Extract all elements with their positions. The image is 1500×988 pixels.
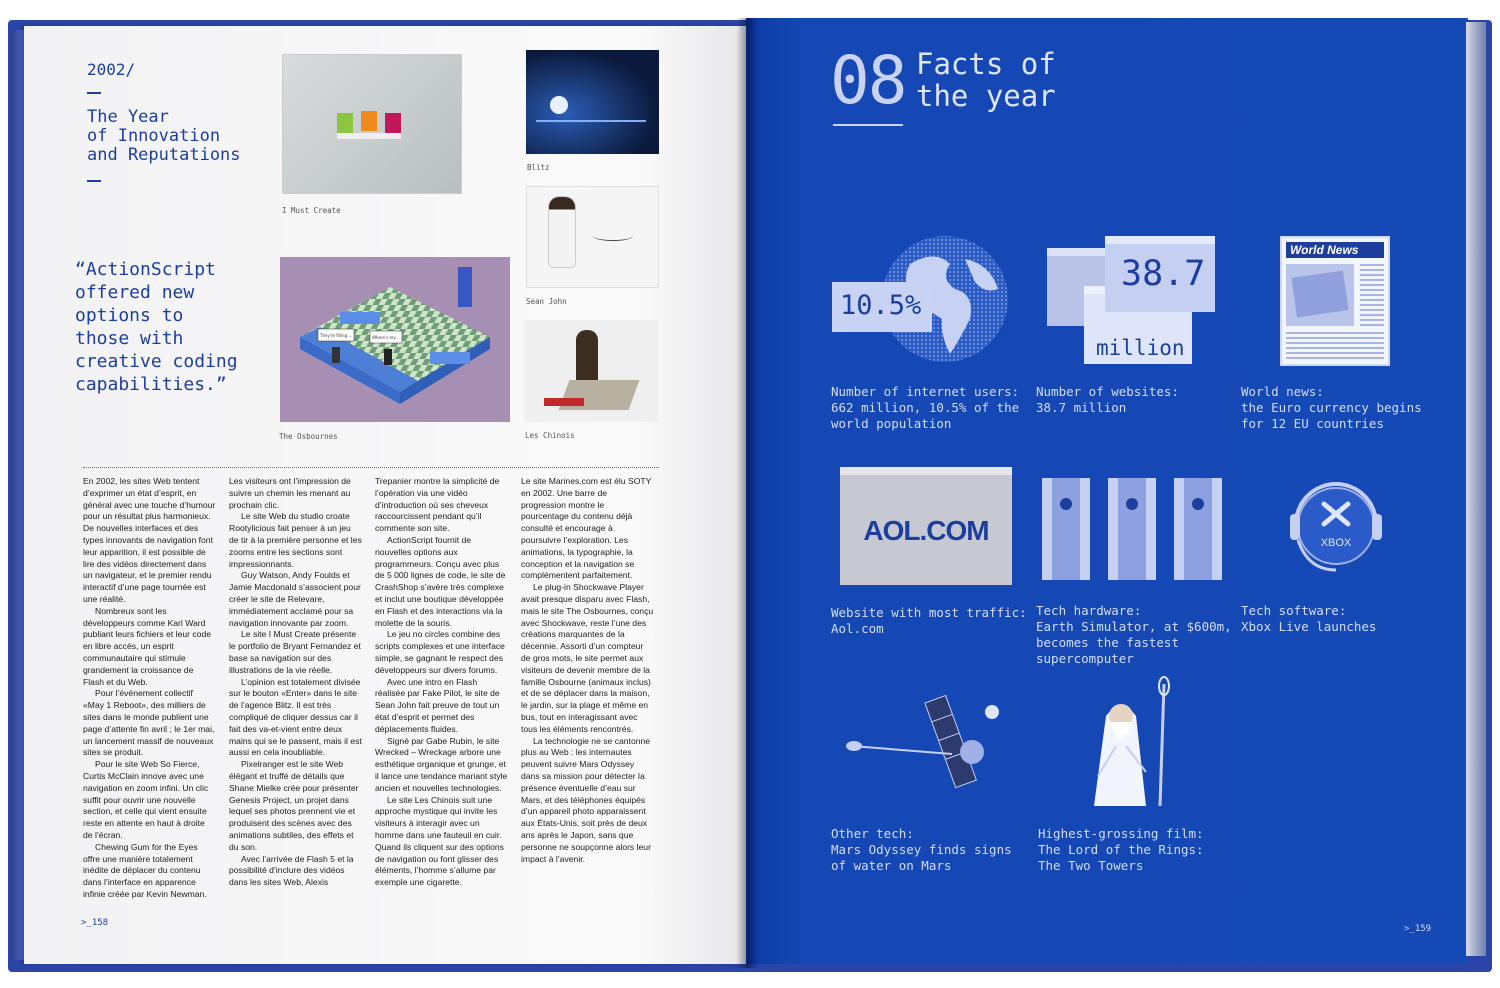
fact-caption: Number of internet users: 662 million, 10.5% of the world population [831,384,1020,431]
page-number-right: >_159 [1404,924,1432,934]
paragraph: Les visiteurs ont l’impression de suivre un chemin les menant au prochain clic. [229,476,351,510]
paragraph: Avec l’arrivée de Flash 5 et la possibilité d’inclure des vidéos dans les sites Web, Alexis [229,853,354,888]
dotted-rule [83,467,659,468]
divider-dash [87,92,101,94]
paragraph: Avec une intro en Flash réalisée par Fake Pilot, le site de Sean John fait preuve de tout un état d’esprit et permet des déplacements fluides. [375,676,500,734]
fact-caption: Website with most traffic: Aol.com [831,605,1027,636]
paragraph: Pour l’événement collectif «May 1 Reboot», des milliers de sites dans le monde publient une page d’attente fin avril ; le 1er mai, un lancement massif de nouveaux sites se produit. [83,688,215,758]
text-column-1 [83,476,216,916]
paragraph: Pixelranger est le site Web élégant et truffé de détails que Shane Mielke crée pour présenter Genesis Project, un projet dans lequel ses photos prennent vie et produisent des scènes avec des animations subtiles, des effets et du son. [229,759,359,852]
speech-bubble: They're filling ... [320,333,353,338]
stat-value: 10.5% [840,290,922,321]
paragraph: Chewing Gum for the Eyes offre une manière totalement inédite de déplacer du contenu dans l’interface en apparence infinie créée par Kevin Newman. [83,841,207,899]
les-chinois-screenshot [524,320,658,422]
paragraph: Pour le site Web So Fierce, Curtis McClain innove avec une navigation en zoom infini. Un clic suffit pour ouvrir une nouvelle section, et celle qui vient ensuite reste en attente en haut à droite de l’écran. [83,759,209,840]
facts-number: 08 [830,42,906,119]
paragraph: Le plug-in Shockwave Player avait presque disparu avec Flash, mais le site The Osbournes, conçu avec Shockwave, reste l’une des créations marquantes de la décennie. Assorti d’un compteur de gros mots, le site permet aux visiteurs de devenir membre de la famille Osbourne (animaux inclus) et de se déplacer dans la maison, le jardin, sur la plage et même en bus, tout en interagissant avec tous les éléments rencontrés. [521,582,654,734]
caption-i-must-create: I Must Create [282,206,341,215]
fact-caption: Tech software: Xbox Live launches [1241,603,1377,634]
stat-box-internet-users [832,282,932,332]
blitz-screenshot [526,50,659,154]
i-must-create-screenshot [282,54,462,194]
browser-window-front [1105,236,1215,312]
page-number-left: >_158 [81,918,109,928]
book-edge-right [1466,22,1486,956]
speech-bubble: Where's my ... [372,335,401,340]
paragraph: Le jeu no circles combine des scripts complexes et une interface simple, se gagnant le respect des développeurs sur divers forums. [375,629,505,675]
pointer-arrow [930,298,939,316]
paragraph: Le site I Must Create présente le portfolio de Bryant Fernandez et base sa navigation sur des illustrations de la vie réelle. [229,629,361,675]
paragraph: La technologie ne se cantonne plus au Web : les internautes peuvent suivre Mars Odyssey dans sa mission pour détecter la présence éventuelle d’eau sur Mars, et des téléphones équipés d’un appareil photo apparaissent aux États-Unis, soit près de deux ans après le Japon, sans que personne ne soupçonne alors leur impact à l’avenir. [521,735,651,864]
title-rule [833,124,903,126]
newspaper-headline: World News [1286,242,1384,258]
fact-caption: World news: the Euro currency begins for 12 EU countries [1241,384,1422,431]
book-gutter [736,18,758,968]
paragraph: Le site Les Chinois suit une approche mystique qui invite les visiteurs à interagir avec un homme dans une fauteuil en cuir. Quand ils cliquent sur des options de navigation ou font glisser des éléments, l’homme s’allume par exemple une cigarette. [375,794,504,888]
caption-sean-john: Sean John [526,297,567,306]
paragraph: En 2002, les sites Web tentent d’exprimer un état d’esprit, en général avec une touche d’humour pour un résultat plus harmonieux. De nouvelles interfaces et des types innovants de navigation font leur apparition, il est possible de lire des vidéos directement dans un navigateur, et le premier rendu interactif d’une page tournée est une réalité. [83,476,216,604]
xbox-logo-text: XBOX [1320,537,1352,549]
paragraph: Trepanier montre la simplicité de l’opération via une vidéo d’introduction où ses cheveux raccourcissent pendant qu’il commente son site. [375,476,500,534]
pull-quote: “ActionScript offered new options to those with creative coding capabilities.” [75,259,238,395]
fact-caption: Number of websites: 38.7 million [1036,384,1179,415]
supercomputer-icon [1042,478,1222,580]
fact-caption: Highest-grossing film: The Lord of the Rings: The Two Towers [1038,826,1204,873]
page-title: The Year of Innovation and Reputations [87,107,241,165]
paragraph: Signé par Gabe Rubin, le site Wrecked – Wreckage arbore une esthétique organique et grunge, et il lance une tendance mariant style ancien et nouvelles technologies. [375,735,508,793]
paragraph: Guy Watson, Andy Foulds et Jamie Macdonald s’associent pour créer le site de Relevare, immédiatement acclamé pour sa navigation innovante par zoom. [229,570,361,628]
text-column-2 [229,476,362,916]
osbournes-screenshot [280,257,510,422]
divider-dash [87,180,101,182]
caption-les-chinois: Les Chinois [525,431,575,440]
satellite-icon [842,690,1010,802]
sean-john-screenshot [526,186,659,288]
paragraph: Le site Web du studio croate Rootylicious fait penser à un jeu de tir à la première personne et les zooms entre les sections sont impressionnants. [229,511,362,569]
stat-value: 38.7 [1121,254,1206,294]
paragraph: Le site Marines.com est élu SOTY en 2002. Une barre de progression montre le pourcentage du contenu déjà consulté et encourage à poursuivre l’exploration. Les animations, la typographie, la conception et la navigation se complémentent parfaitement. [521,476,652,581]
stat-unit: million [1096,336,1185,360]
caption-osbournes: The Osbournes [279,432,338,441]
caption-blitz: Blitz [527,163,550,172]
aol-logo-icon [840,467,1012,585]
fact-caption: Other tech: Mars Odyssey finds signs of water on Mars [831,826,1012,873]
paragraph: Nombreux sont les développeurs comme Karl Ward publiant leurs fichiers et leur code en libre accès, un esprit communautaire qui stimule grandement la croissance de Flash et du Web. [83,605,212,687]
year-label: 2002/ [87,60,136,79]
newspaper-icon [1280,236,1390,366]
xbox-headset-icon [1288,474,1384,578]
body-text-columns [83,476,658,916]
aol-logo-text: AOL.COM [863,515,989,546]
paragraph: ActionScript fournit de nouvelles options aux programmeurs. Conçu avec plus de 5 000 lignes de code, le site de CrashShop s’avère très complexe et inclut une boutique développée en Flash et des interactions via la molette de la souris. [375,534,506,628]
paragraph: L’opinion est totalement divisée sur le bouton «Enter» dans le site de l’agence Blitz. Il est très compliqué de cliquer dessus car il fait des va-et-vient entre deux mains qui se le passent, mais il est aussi en cela inoubliable. [229,676,362,758]
facts-title: Facts of the year [916,47,1056,113]
text-column-4 [521,476,654,916]
wizard-icon [1086,676,1176,808]
fact-caption: Tech hardware: Earth Simulator, at $600m, becomes the fastest supercomputer [1036,603,1232,666]
text-column-3 [375,476,508,916]
